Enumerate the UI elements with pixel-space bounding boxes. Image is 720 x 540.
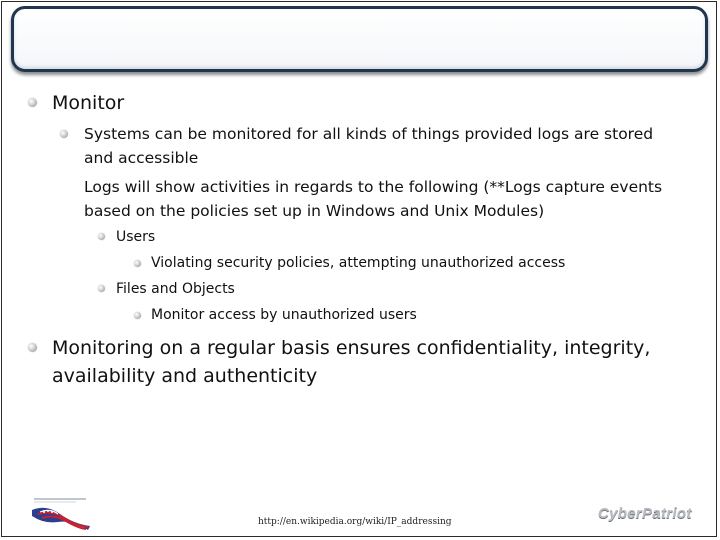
- bullet-icon: [28, 98, 37, 107]
- bullet-regular-line2: availability and authenticity: [52, 365, 318, 387]
- cyberpatriot-logo: CyberPatriot: [598, 505, 692, 522]
- bullet-violating: Violating security policies, attempting unauthorized access: [151, 255, 566, 271]
- title-box: [11, 6, 708, 72]
- bullet-systems-line2: and accessible: [84, 149, 199, 167]
- bullet-icon: [60, 130, 68, 138]
- bullet-files: Files and Objects: [116, 281, 235, 297]
- bullet-icon: [28, 343, 37, 352]
- bullet-monitor-access: Monitor access by unauthorized users: [151, 307, 417, 323]
- bullet-regular-line1: Monitoring on a regular basis ensures confidentiality, integrity,: [52, 337, 651, 359]
- bullet-logs-line2: based on the policies set up in Windows and Unix Modules): [84, 202, 545, 220]
- flag-logo: [28, 494, 92, 532]
- bullet-icon: [98, 285, 105, 292]
- source-link[interactable]: http://en.wikipedia.org/wiki/IP_addressing: [258, 517, 452, 527]
- bullet-icon: [98, 233, 105, 240]
- bullet-icon: [134, 260, 141, 267]
- bullet-systems-line1: Systems can be monitored for all kinds of things provided logs are stored: [84, 125, 654, 143]
- bullet-logs-line1: Logs will show activities in regards to the following (**Logs capture events: [84, 178, 663, 196]
- bullet-monitor: Monitor: [52, 92, 125, 114]
- bullet-users: Users: [116, 229, 156, 245]
- bullet-icon: [134, 312, 141, 319]
